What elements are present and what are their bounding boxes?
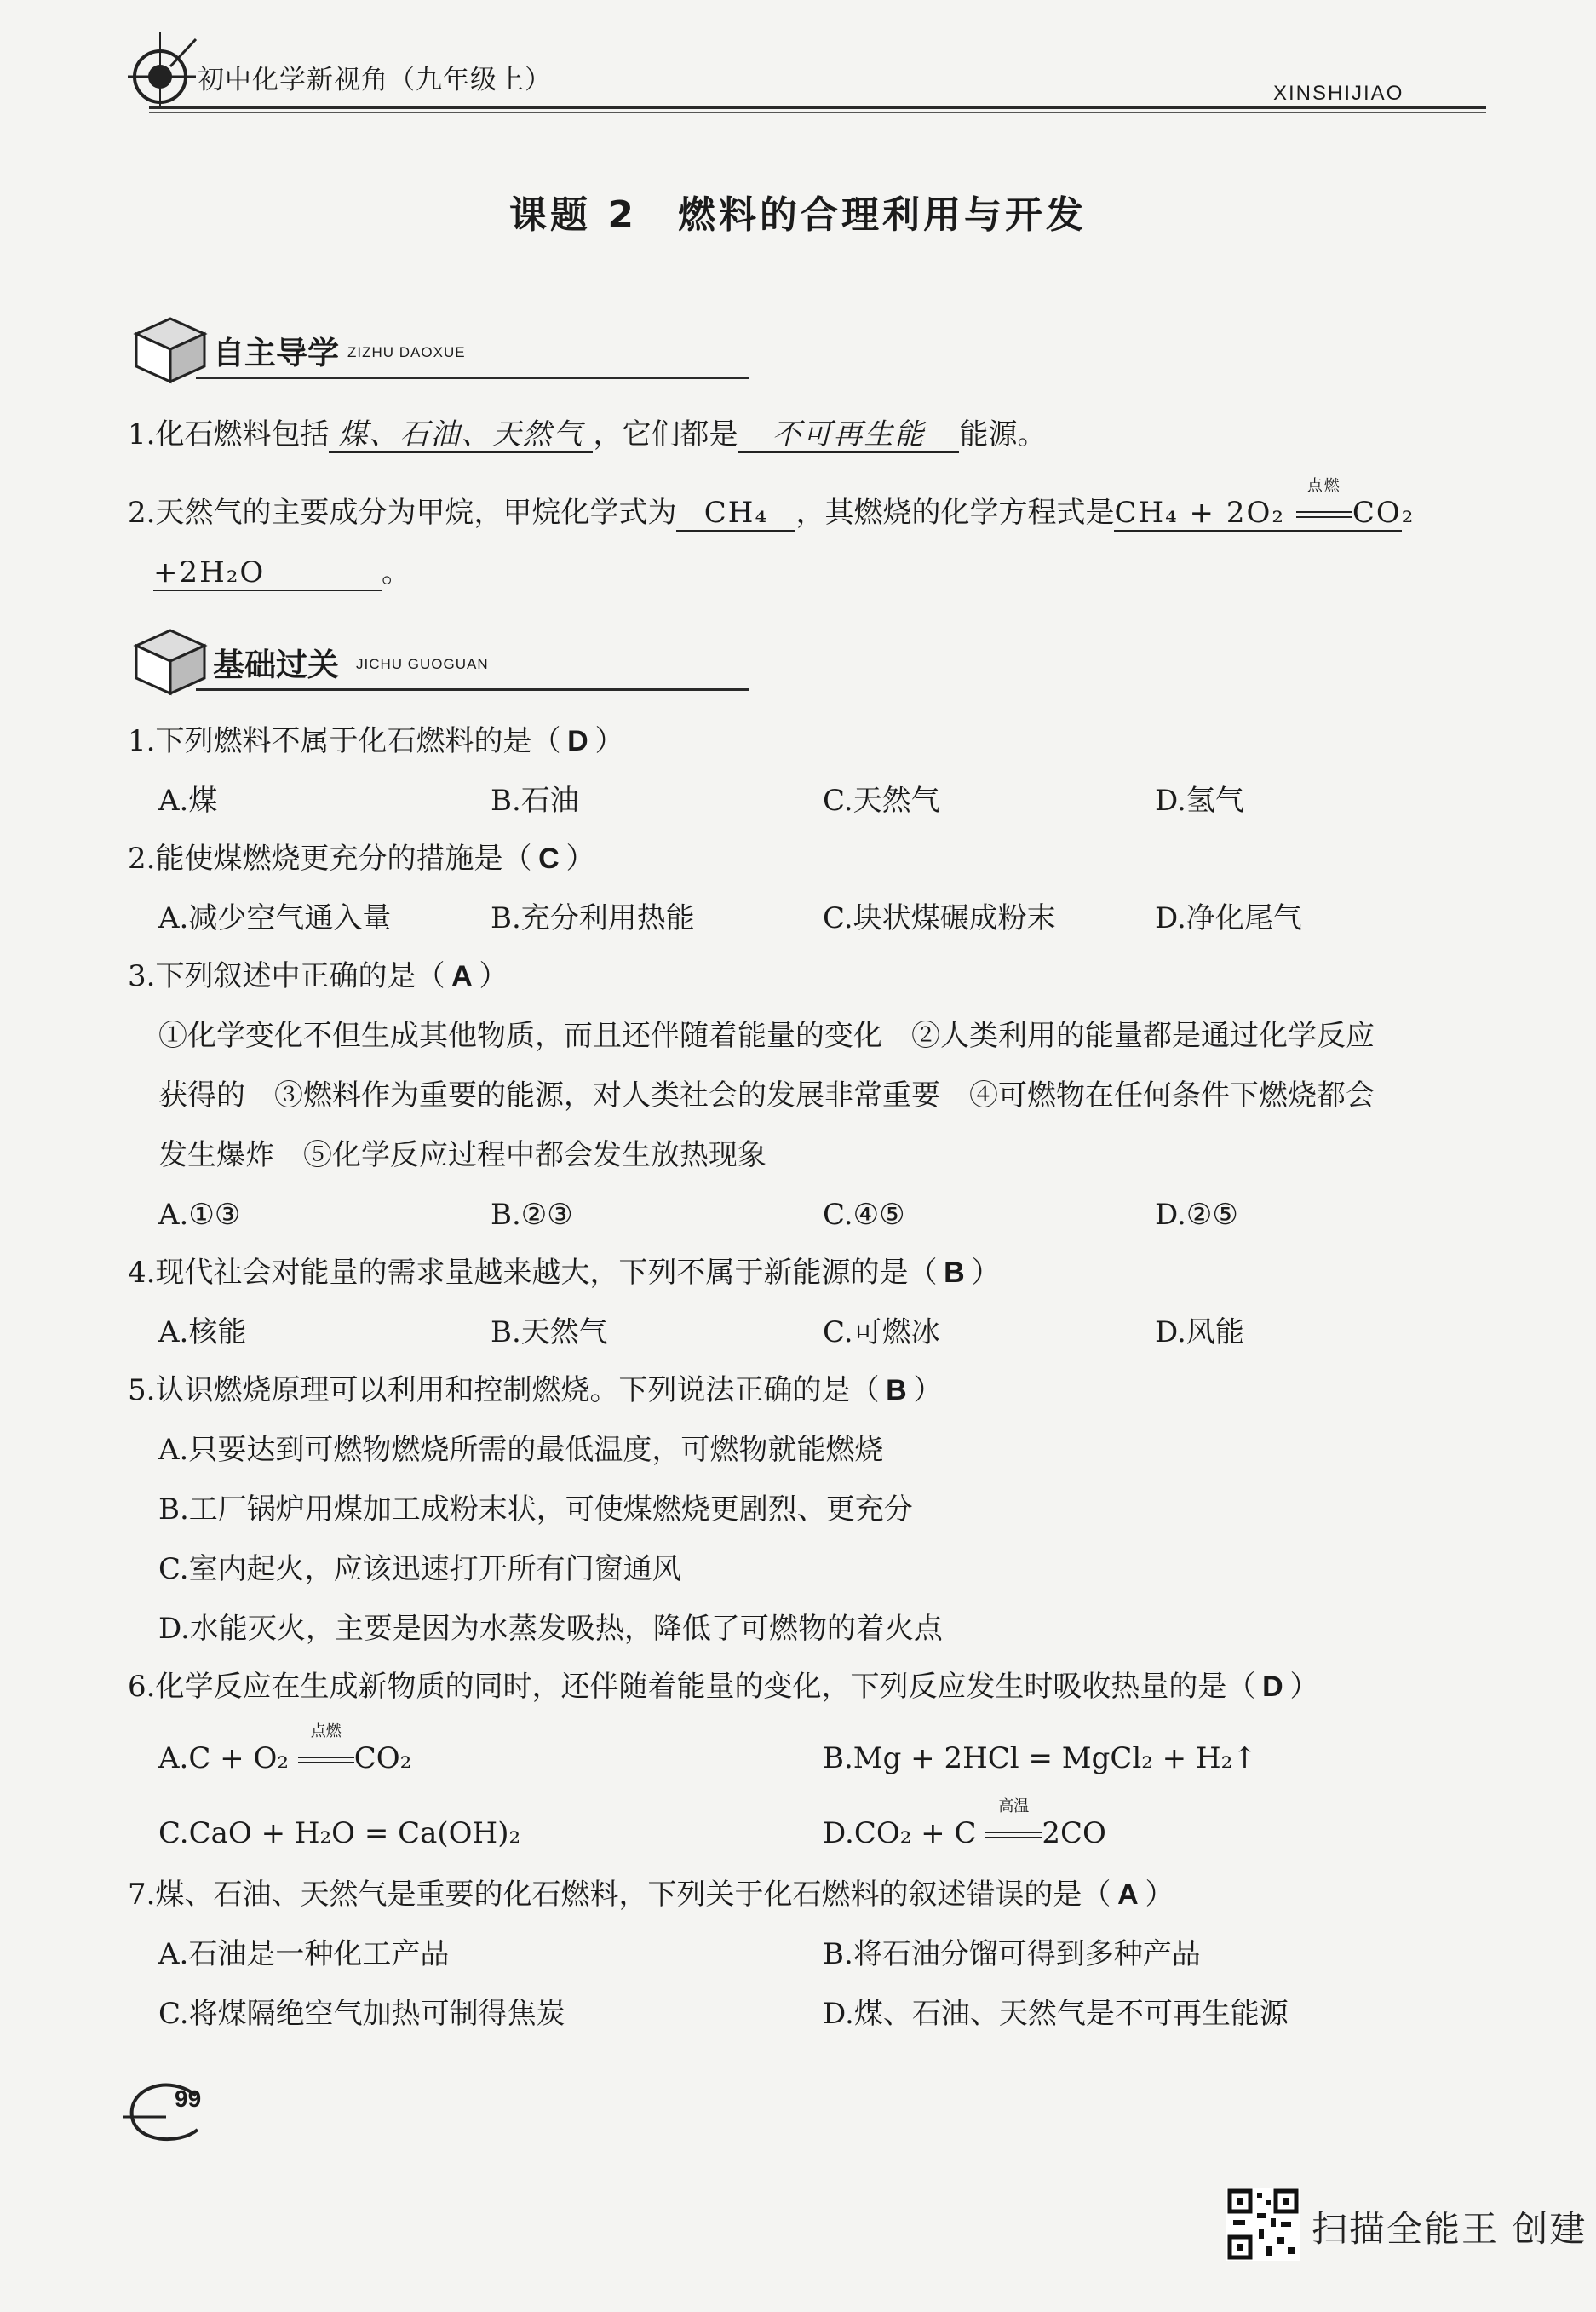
option-d: D.煤、石油、天然气是不可再生能源 (823, 1997, 1289, 2031)
option-d: D.②⑤ (1155, 1198, 1238, 1232)
answer-letter: C (538, 843, 560, 875)
jc-question-6: 6.化学反应在生成新物质的同时，还伴随着能量的变化，下列反应发生时吸收热量的是（ D ） (128, 1670, 1319, 1704)
option-b: B.充分利用热能 (491, 901, 695, 935)
section-rule (196, 377, 749, 379)
section-heading-jichu (128, 620, 749, 697)
zz-question-2: 2.天然气的主要成分为甲烷，甲烷化学式为 CH₄ ，其燃烧的化学方程式是CH₄ + 2O₂ 点燃 CO₂ (128, 477, 1415, 530)
answer-letter: D (567, 725, 588, 757)
option-b: B.Mg + 2HCl = MgCl₂ + H₂↑ (823, 1741, 1257, 1775)
section-title: 基础过关 (213, 647, 339, 683)
option-c: C.室内起火，应该迅速打开所有门窗通风 (158, 1552, 681, 1586)
section-rule (196, 688, 749, 691)
option-d: D.风能 (1155, 1315, 1244, 1349)
header-rule-thin (149, 112, 1486, 113)
option-c: C.天然气 (823, 784, 940, 818)
option-c: C.CaO + H₂O = Ca(OH)₂ (158, 1816, 521, 1850)
option-b: B.工厂锅炉用煤加工成粉末状，可使煤燃烧更剧烈、更充分 (158, 1492, 913, 1527)
scanner-watermark: 扫描全能王 创建 (1312, 2208, 1587, 2250)
statement-line: 获得的 ③燃料作为重要的能源，对人类社会的发展非常重要 ④可燃物在任何条件下燃烧都会 (158, 1078, 1375, 1113)
section-pinyin: ZIZHU DAOXUE (347, 344, 466, 360)
qr-code-icon (1226, 2188, 1300, 2261)
option-c: C.将煤隔绝空气加热可制得焦炭 (158, 1997, 565, 2031)
answer-letter: D (1262, 1671, 1283, 1703)
header-rule (149, 106, 1486, 109)
option-d: D.水能灭火，主要是因为水蒸发吸热，降低了可燃物的着火点 (158, 1612, 943, 1646)
jc-question-5: 5.认识燃烧原理可以利用和控制燃烧。下列说法正确的是（ B ） (128, 1373, 943, 1407)
option-c: C.块状煤碾成粉末 (823, 901, 1056, 935)
jc-question-2: 2.能使煤燃烧更充分的措施是（ C ） (128, 842, 595, 876)
option-a: A.减少空气通入量 (158, 901, 392, 935)
jc-question-1: 1.下列燃料不属于化石燃料的是（ D ） (128, 724, 624, 758)
option-d: D.CO₂ + C 高温 2CO (823, 1797, 1106, 1850)
statement-line: ①化学变化不但生成其他物质，而且还伴随着能量的变化 ②人类利用的能量都是通过化学反应 (158, 1019, 1375, 1053)
option-b: B.②③ (491, 1198, 573, 1232)
section-title: 自主导学 (213, 335, 339, 371)
option-d: D.氢气 (1155, 784, 1244, 818)
answer-letter: B (944, 1257, 965, 1289)
option-a: A.①③ (158, 1198, 241, 1232)
lesson-title: 课题 2 燃料的合理利用与开发 (509, 193, 1087, 237)
option-a: A.只要达到可燃物燃烧所需的最低温度，可燃物就能燃烧 (158, 1433, 884, 1467)
option-a: A.煤 (158, 784, 218, 818)
answer-letter: A (1117, 1878, 1139, 1911)
jc-question-3: 3.下列叙述中正确的是（ A ） (128, 959, 508, 993)
answer-blank: +2H₂O (153, 555, 382, 591)
page-number: 99 (175, 2085, 202, 2112)
answer-letter: B (886, 1374, 907, 1406)
option-a: A.核能 (158, 1315, 247, 1349)
header-logo-icon (111, 24, 204, 118)
answer-blank: 不可再生能 (738, 417, 959, 453)
jc-question-7: 7.煤、石油、天然气是重要的化石燃料，下列关于化石燃料的叙述错误的是（ A ） (128, 1878, 1174, 1912)
option-c: C.④⑤ (823, 1198, 905, 1232)
zz-question-1: 1.化石燃料包括 煤、石油、天然气 ，它们都是 不可再生能 能源。 (128, 417, 1047, 451)
cube-icon (128, 308, 213, 385)
option-b: B.天然气 (491, 1315, 608, 1349)
option-d: D.净化尾气 (1155, 901, 1302, 935)
answer-blank: 煤、石油、天然气 (329, 417, 593, 453)
statement-line: 发生爆炸 ⑤化学反应过程中都会发生放热现象 (158, 1138, 766, 1172)
answer-letter: A (451, 960, 473, 992)
answer-blank: CH₄ + 2O₂ 点燃 CO₂ (1114, 477, 1415, 530)
answer-blank: CH₄ (676, 496, 795, 532)
zz-question-2-cont: +2H₂O 。 (153, 555, 410, 590)
cube-icon (128, 620, 213, 697)
header-book-title: 初中化学新视角（九年级上） (198, 65, 552, 95)
option-a: A.C + O₂ 点燃 CO₂ (158, 1722, 412, 1775)
header-en-title: XINSHIJIAO (1273, 82, 1404, 105)
section-heading-zizhu (128, 308, 749, 385)
jc-question-4: 4.现代社会对能量的需求量越来越大，下列不属于新能源的是（ B ） (128, 1256, 1001, 1290)
section-pinyin: JICHU GUOGUAN (356, 656, 489, 672)
option-b: B.将石油分馏可得到多种产品 (823, 1937, 1201, 1971)
option-b: B.石油 (491, 784, 579, 818)
option-c: C.可燃冰 (823, 1315, 940, 1349)
option-a: A.石油是一种化工产品 (158, 1937, 450, 1971)
